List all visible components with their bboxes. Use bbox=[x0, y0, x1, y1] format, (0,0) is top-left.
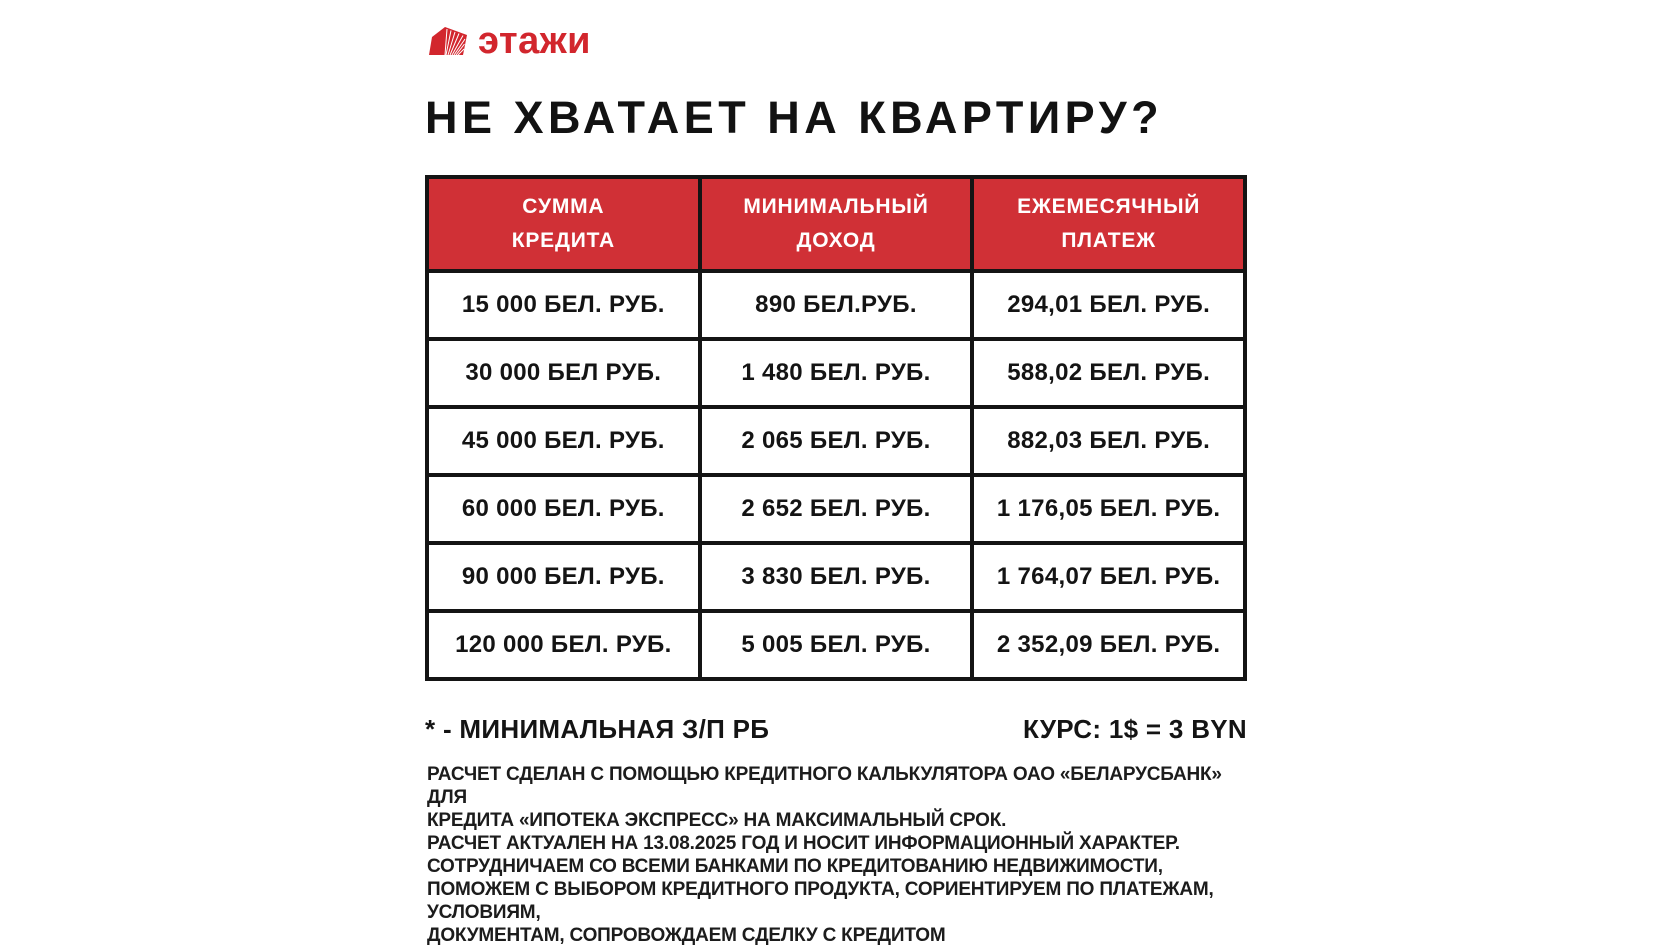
fine-print-line: РАСЧЕТ АКТУАЛЕН НА 13.08.2025 ГОД И НОСИТ ИНФОРМАЦИОННЫЙ ХАРАКТЕР. bbox=[427, 833, 1180, 854]
brand-logo bbox=[427, 22, 591, 64]
cell-min-income: 2 652 БЕЛ. РУБ. bbox=[700, 475, 973, 543]
table-row bbox=[427, 407, 1245, 475]
cell-min-income: 2 065 БЕЛ. РУБ. bbox=[700, 407, 973, 475]
fine-print-line: КРЕДИТА «ИПОТЕКА ЭКСПРЕСС» НА МАКСИМАЛЬНЫЙ СРОК. bbox=[427, 810, 1007, 831]
cell-credit-sum: 60 000 БЕЛ. РУБ. bbox=[427, 475, 700, 543]
col-header-monthly-payment bbox=[972, 177, 1245, 271]
cell-min-income: 3 830 БЕЛ. РУБ. bbox=[700, 543, 973, 611]
fine-print-line: УСЛОВИЯМ, bbox=[427, 902, 541, 923]
cell-min-income: 5 005 БЕЛ. РУБ. bbox=[700, 611, 973, 679]
exchange-rate-note: КУРС: 1$ = 3 BYN bbox=[1023, 714, 1247, 744]
cell-min-income: 890 БЕЛ.РУБ. bbox=[700, 271, 973, 339]
fine-print-line: ДОКУМЕНТАМ, СОПРОВОЖДАЕМ СДЕЛКУ С КРЕДИТОМ bbox=[427, 925, 946, 946]
notes-row bbox=[425, 714, 1247, 745]
cell-credit-sum: 30 000 БЕЛ РУБ. bbox=[427, 339, 700, 407]
fine-print-line: ПОМОЖЕМ С ВЫБОРОМ КРЕДИТНОГО ПРОДУКТА, СОРИЕНТИРУЕМ ПО ПЛАТЕЖАМ, bbox=[427, 879, 1214, 900]
table-row bbox=[427, 611, 1245, 679]
cell-monthly-payment: 294,01 БЕЛ. РУБ. bbox=[972, 271, 1245, 339]
brand-name: этажи bbox=[478, 20, 592, 62]
cell-monthly-payment: 1 176,05 БЕЛ. РУБ. bbox=[972, 475, 1245, 543]
table-row bbox=[427, 339, 1245, 407]
col-header-line: ЕЖЕМЕСЯЧНЫЙ bbox=[1017, 195, 1201, 219]
credit-table-body bbox=[427, 271, 1245, 679]
footnote-min-salary: * - МИНИМАЛЬНАЯ З/П РБ bbox=[425, 714, 770, 744]
table-row bbox=[427, 543, 1245, 611]
table-row bbox=[427, 475, 1245, 543]
cell-monthly-payment: 2 352,09 БЕЛ. РУБ. bbox=[972, 611, 1245, 679]
header-row bbox=[427, 177, 1245, 271]
credit-table bbox=[425, 175, 1247, 681]
cell-credit-sum: 90 000 БЕЛ. РУБ. bbox=[427, 543, 700, 611]
cell-min-income: 1 480 БЕЛ. РУБ. bbox=[700, 339, 973, 407]
col-header-line: КРЕДИТА bbox=[511, 229, 615, 252]
credit-table-header bbox=[427, 177, 1245, 271]
house-icon bbox=[427, 25, 469, 61]
cell-credit-sum: 15 000 БЕЛ. РУБ. bbox=[427, 271, 700, 339]
fine-print-line: РАСЧЕТ СДЕЛАН С ПОМОЩЬЮ КРЕДИТНОГО КАЛЬКУЛЯТОРА ОАО «БЕЛАРУСБАНК» ДЛЯ bbox=[427, 764, 1222, 808]
cell-monthly-payment: 588,02 БЕЛ. РУБ. bbox=[972, 339, 1245, 407]
col-header-line: МИНИМАЛЬНЫЙ bbox=[743, 195, 929, 219]
page-title: НЕ ХВАТАЕТ НА КВАРТИРУ? bbox=[425, 92, 1164, 143]
cell-monthly-payment: 882,03 БЕЛ. РУБ. bbox=[972, 407, 1245, 475]
col-header-line: ДОХОД bbox=[796, 229, 876, 252]
cell-credit-sum: 45 000 БЕЛ. РУБ. bbox=[427, 407, 700, 475]
col-header-line: ПЛАТЕЖ bbox=[1061, 229, 1156, 252]
table-row bbox=[427, 271, 1245, 339]
fine-print-line: СОТРУДНИЧАЕМ СО ВСЕМИ БАНКАМИ ПО КРЕДИТОВАНИЮ НЕДВИЖИМОСТИ, bbox=[427, 856, 1163, 877]
col-header-credit-sum bbox=[427, 177, 700, 271]
col-header-line: СУММА bbox=[522, 195, 605, 219]
cell-monthly-payment: 1 764,07 БЕЛ. РУБ. bbox=[972, 543, 1245, 611]
fine-print bbox=[427, 763, 1249, 947]
col-header-min-income bbox=[700, 177, 973, 271]
cell-credit-sum: 120 000 БЕЛ. РУБ. bbox=[427, 611, 700, 679]
